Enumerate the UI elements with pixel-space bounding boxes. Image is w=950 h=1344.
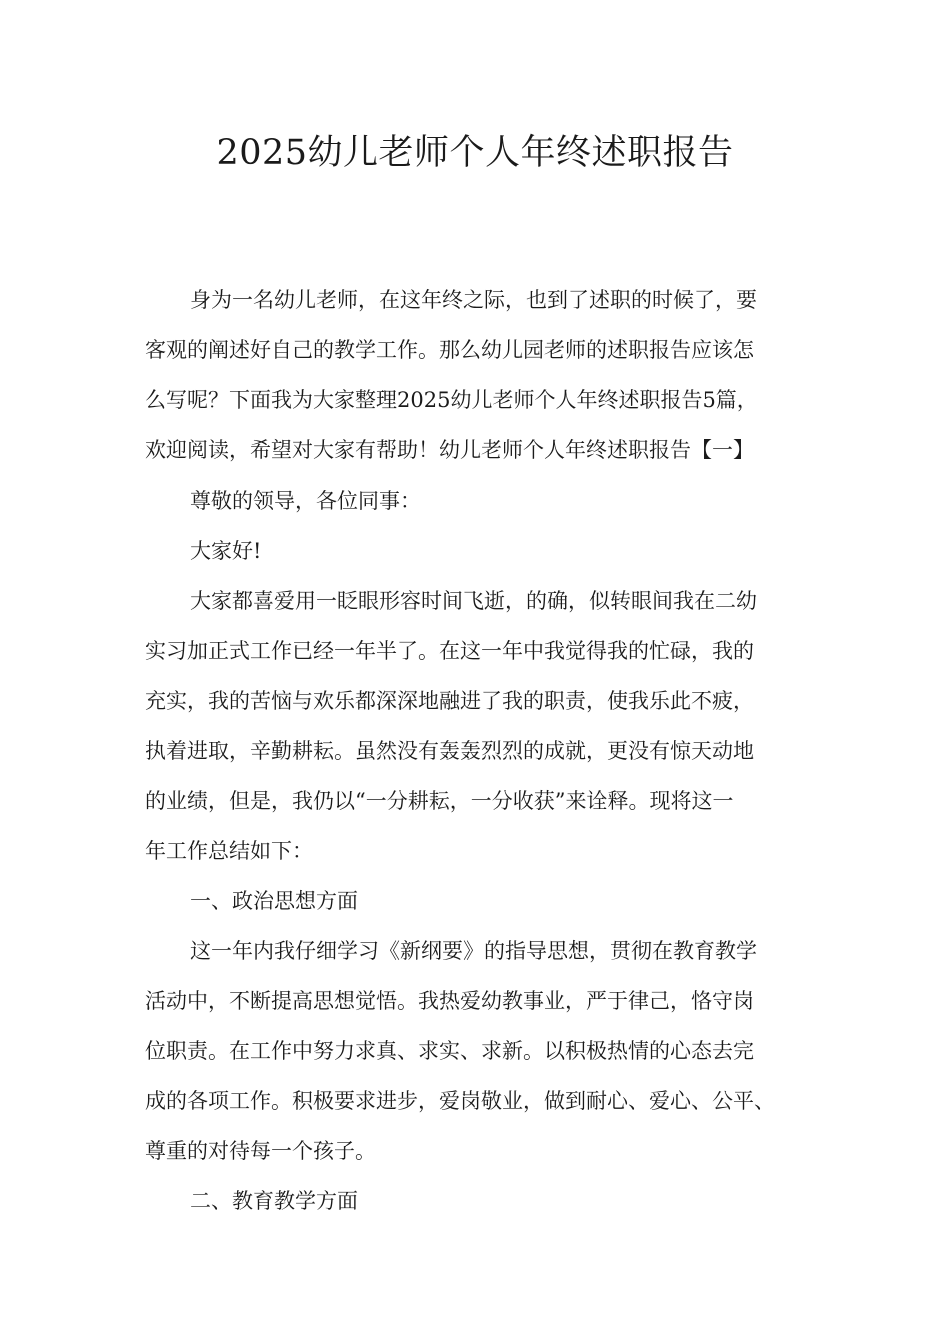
paragraph-line: 充实，我的苦恼与欢乐都深深地融进了我的职责，使我乐此不疲， bbox=[145, 689, 754, 713]
greeting: 大家好! bbox=[190, 539, 262, 563]
paragraph-line: 的业绩，但是，我仍以“一分耕耘，一分收获”来诠释。现将这一 bbox=[145, 789, 734, 813]
section-heading: 二、教育教学方面 bbox=[190, 1189, 358, 1213]
paragraph-line: 成的各项工作。积极要求进步，爱岗敬业，做到耐心、爱心、公平、 bbox=[145, 1089, 775, 1113]
paragraph-line: 这一年内我仔细学习《新纲要》的指导思想，贯彻在教育教学 bbox=[190, 939, 757, 963]
paragraph-line: 大家都喜爱用一眨眼形容时间飞逝，的确，似转眼间我在二幼 bbox=[190, 589, 757, 613]
paragraph-line: 尊重的对待每一个孩子。 bbox=[145, 1139, 376, 1163]
document-title: 2025幼儿老师个人年终述职报告 bbox=[216, 133, 734, 173]
salutation: 尊敬的领导，各位同事： bbox=[190, 489, 421, 513]
paragraph-line: 年工作总结如下： bbox=[145, 839, 313, 863]
paragraph-line: 位职责。在工作中努力求真、求实、求新。以积极热情的心态去完 bbox=[145, 1039, 754, 1063]
paragraph-line: 欢迎阅读，希望对大家有帮助！幼儿老师个人年终述职报告【一】 bbox=[145, 438, 754, 462]
paragraph-line: 身为一名幼儿老师，在这年终之际，也到了述职的时候了，要 bbox=[190, 288, 757, 312]
paragraph-line: 实习加正式工作已经一年半了。在这一年中我觉得我的忙碌，我的 bbox=[145, 639, 754, 663]
paragraph-line: 么写呢？下面我为大家整理2025幼儿老师个人年终述职报告5篇， bbox=[145, 388, 758, 412]
section-heading: 一、政治思想方面 bbox=[190, 889, 358, 913]
paragraph-line: 活动中，不断提高思想觉悟。我热爱幼教事业，严于律己，恪守岗 bbox=[145, 989, 754, 1013]
paragraph-line: 执着进取，辛勤耕耘。虽然没有轰轰烈烈的成就，更没有惊天动地 bbox=[145, 739, 754, 763]
paragraph-line: 客观的阐述好自己的教学工作。那么幼儿园老师的述职报告应该怎 bbox=[145, 338, 754, 362]
